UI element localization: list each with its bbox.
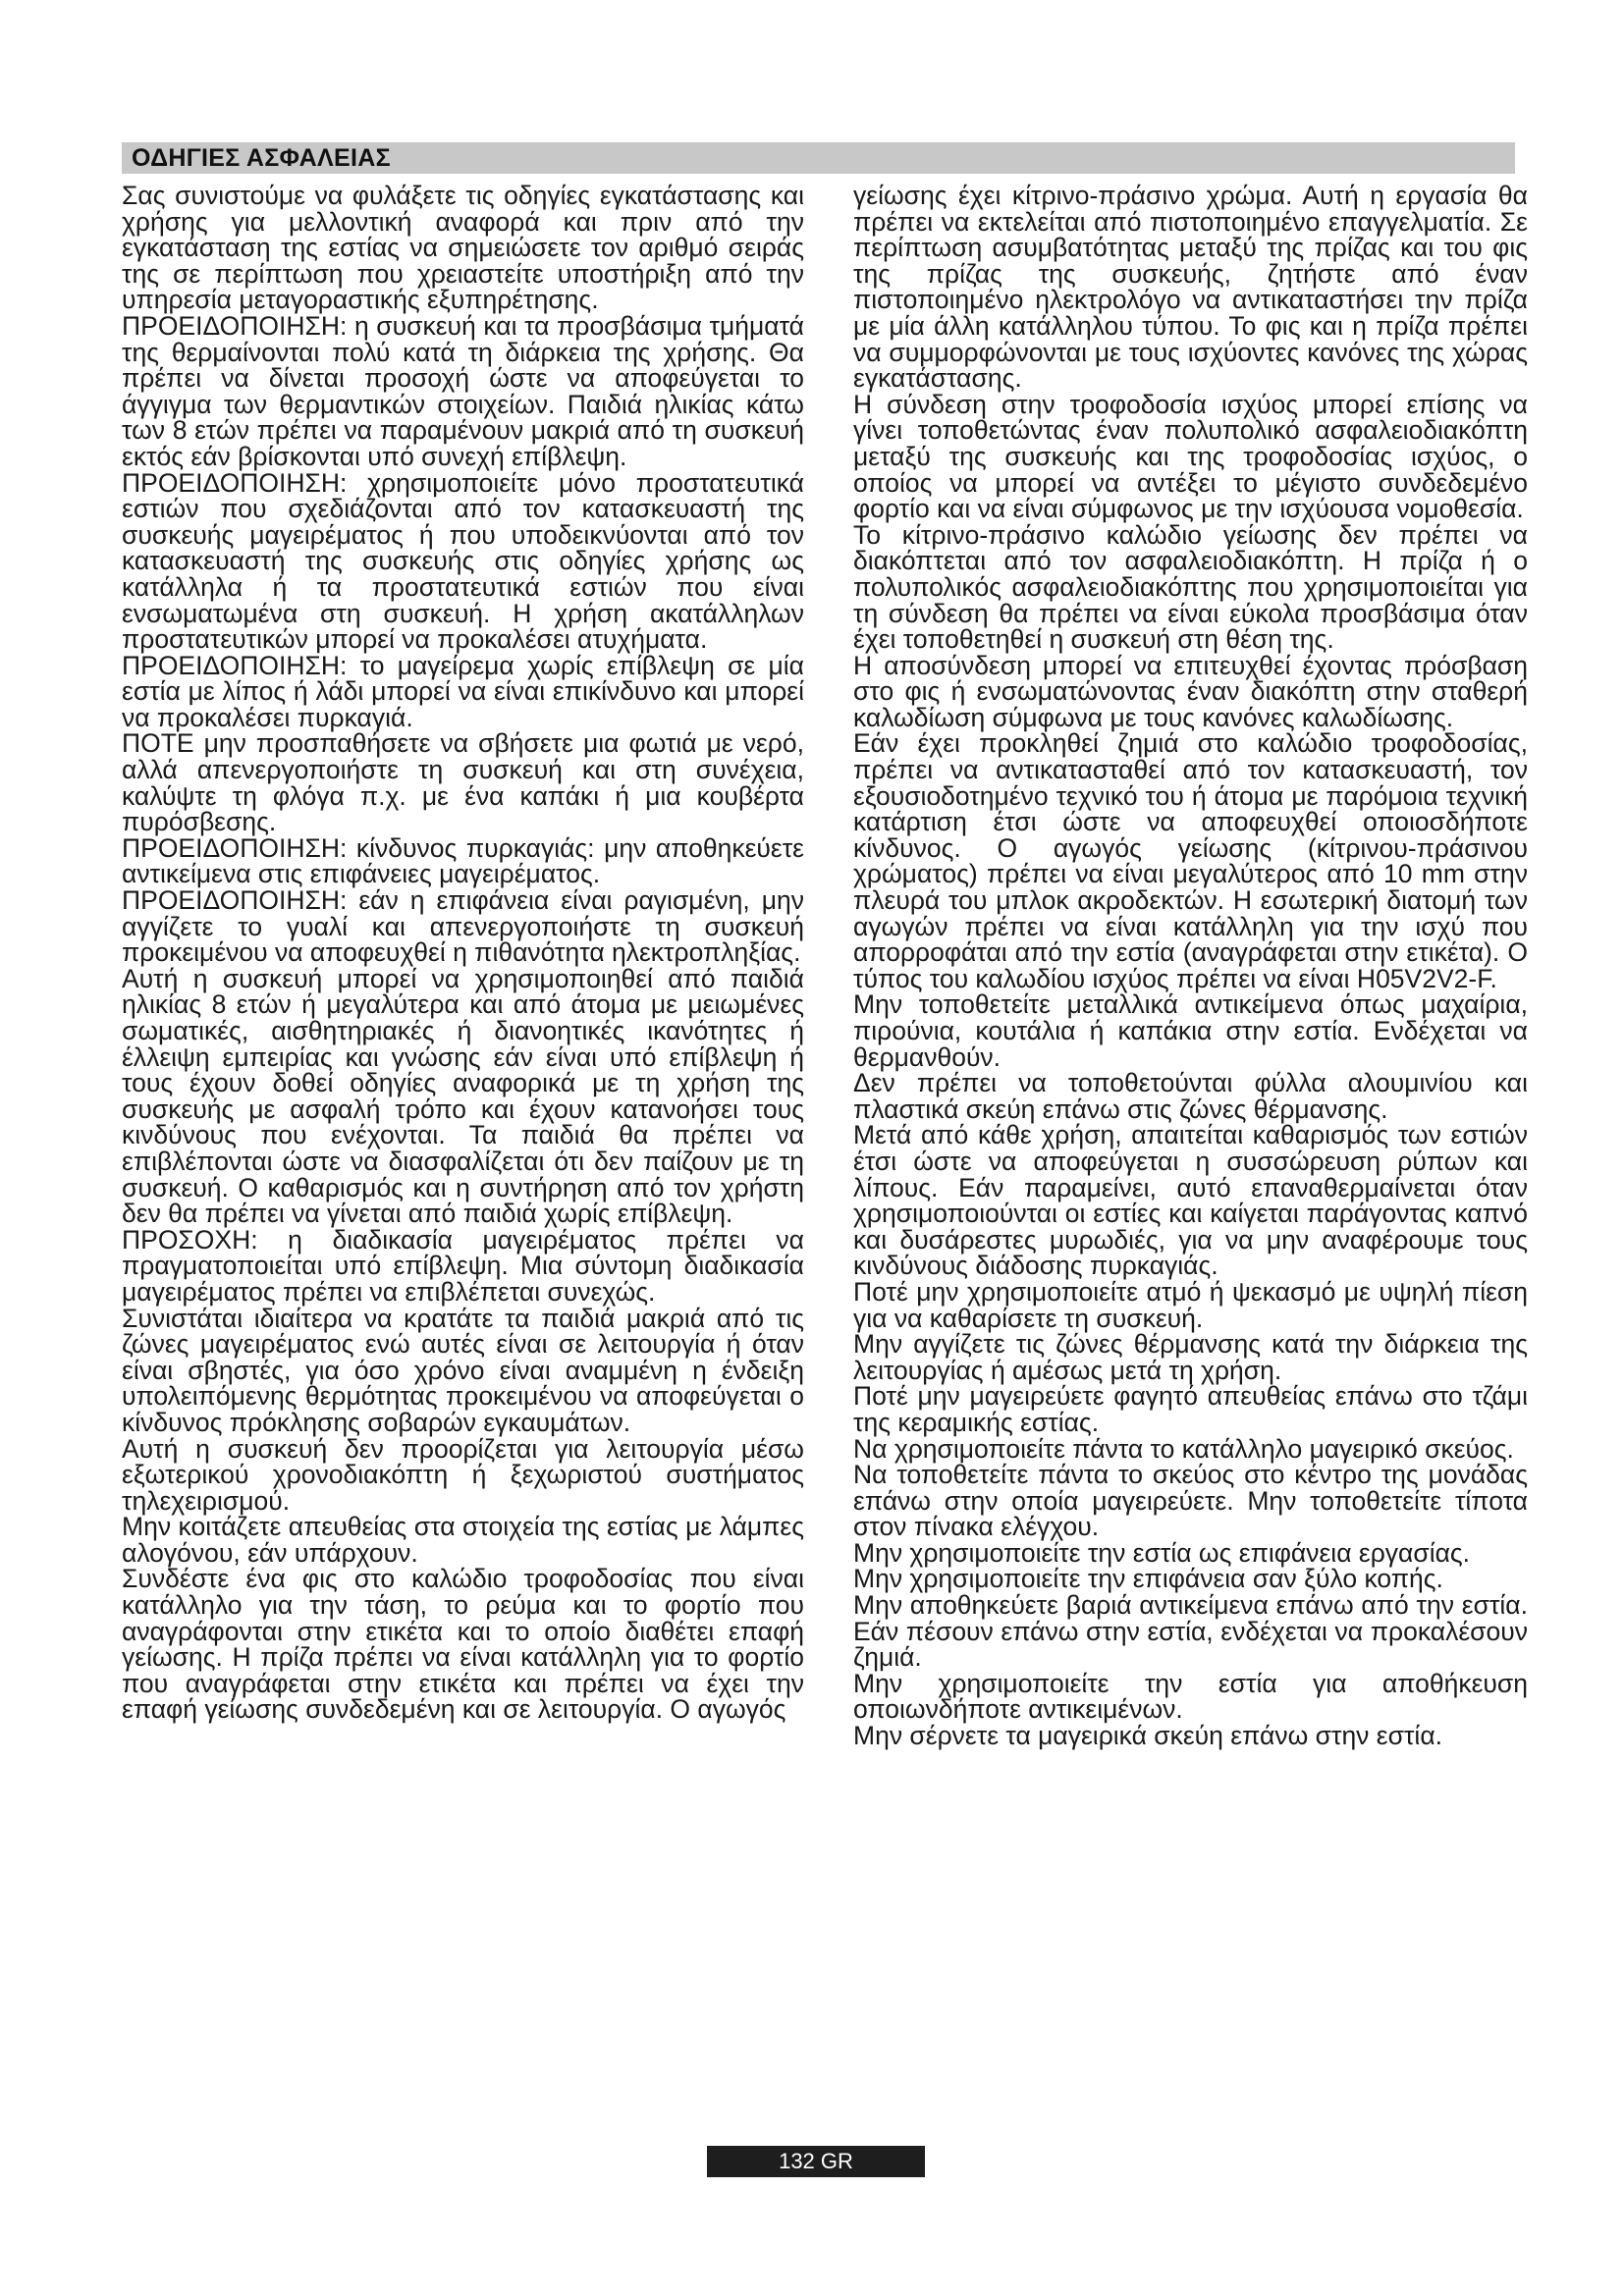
paragraph: Μην χρησιμοποιείτε την επιφάνεια σαν ξύλο κοπής. [853, 1564, 1443, 1594]
paragraph: Μην χρησιμοποιείτε την εστία για αποθήκευση οποιωνδήποτε αντικειμένων. [853, 1668, 1528, 1725]
right-text-column [853, 183, 1528, 1749]
page-number-box [707, 2146, 925, 2177]
paragraph: Ποτέ μην χρησιμοποιείτε ατμό ή ψεκασμό με υψηλή πίεση για να καθαρίσετε τη συσκευή. [853, 1276, 1528, 1333]
paragraph: ΠΡΟΣΟΧΗ: η διαδικασία μαγειρέματος πρέπει να πραγματοποιείται υπό επίβλεψη. Μια σύντομη διαδικασία μαγειρέματος πρέπει να επιβλέπεται συνεχώς. [122, 1224, 804, 1307]
paragraph: Μην τοποθετείτε μεταλλικά αντικείμενα όπως μαχαίρια, πιρούνια, κουτάλια ή καπάκια στην εστία. Ενδέχεται να θερμανθούν. [853, 989, 1528, 1072]
paragraph: Αυτή η συσκευή δεν προορίζεται για λειτουργία μέσω εξωτερικού χρονοδιακόπτη ή ξεχωριστού συστήματος τηλεχειρισμού. [122, 1433, 804, 1516]
paragraph: ΠΡΟΕΙΔΟΠΟΙΗΣΗ: κίνδυνος πυρκαγιάς: μην αποθηκεύετε αντικείμενα στις επιφάνειες μαγειρέματος. [122, 832, 804, 889]
left-text-column [122, 183, 804, 1723]
paragraph: Μην αγγίζετε τις ζώνες θέρμανσης κατά την διάρκεια της λειτουργίας ή αμέσως μετά τη χρήση. [853, 1329, 1528, 1385]
section-header-bar [122, 142, 1515, 174]
page-number: 132 GR [779, 2149, 853, 2173]
paragraph: Ποτέ μην μαγειρεύετε φαγητό απευθείας επάνω στο τζάμι της κεραμικής εστίας. [853, 1381, 1528, 1437]
paragraph: Δεν πρέπει να τοποθετούνται φύλλα αλουμινίου και πλαστικά σκεύη επάνω στις ζώνες θέρμανσης. [853, 1068, 1528, 1124]
paragraph: Σας συνιστούμε να φυλάξετε τις οδηγίες εγκατάστασης και χρήσης για μελλοντική αναφορά και πριν από την εγκατάσταση της εστίας να σημειώσετε τον αριθμό σειράς της σε περίπτωση που χρειαστείτε υποστήριξη από την υπηρεσία μεταγοραστικής εξυπηρέτησης. [122, 181, 804, 315]
paragraph: Η σύνδεση στην τροφοδοσία ισχύος μπορεί επίσης να γίνει τοποθετώντας έναν πολυπολικό ασφαλειοδιακόπτη μεταξύ της συσκευής και της τροφοδοσίας ισχύος, ο οποίος να μπορεί να αντέξει το μέγιστο συνδεδεμένο φορτίο και να είναι σύμφωνος με την ισχύουσα νομοθεσία. [853, 389, 1528, 524]
paragraph: Αυτή η συσκευή μπορεί να χρησιμοποιηθεί από παιδιά ηλικίας 8 ετών ή μεγαλύτερα και από άτομα με μειωμένες σωματικές, αισθητηριακές ή διανοητικές ικανότητες ή έλλειψη εμπειρίας και γνώσης εάν είναι υπό επίβλεψη ή τους έχουν δοθεί οδηγίες αναφορικά με τη χρήση της συσκευής με ασφαλή τρόπο και έχουν κατανοήσει τους κινδύνους που ενέχονται. Τα παιδιά θα πρέπει να επιβλέπονται ώστε να διασφαλίζεται ότι δεν παίζουν με τη συσκευή. Ο καθαρισμός και η συντήρηση από τον χρήστη δεν θα πρέπει να γίνεται από παιδιά χωρίς επίβλεψη. [122, 963, 804, 1229]
paragraph: Η αποσύνδεση μπορεί να επιτευχθεί έχοντας πρόσβαση στο φις ή ενσωματώνοντας έναν διακόπτη στην σταθερή καλωδίωση σύμφωνα με τους κανόνες καλωδίωσης. [853, 650, 1528, 732]
paragraph: Να τοποθετείτε πάντα το σκεύος στο κέντρο της μονάδας επάνω στην οποία μαγειρεύετε. Μην τοποθετείτε τίποτα στον πίνακα ελέγχου. [853, 1460, 1528, 1542]
paragraph: Συνδέστε ένα φις στο καλώδιο τροφοδοσίας που είναι κατάλληλο για την τάση, το ρεύμα και το φορτίο που αναγράφονται στην ετικέτα και το οποίο διαθέτει επαφή γείωσης. Η πρίζα πρέπει να είναι κατάλληλη για το φορτίο που αναγράφεται στην ετικέτα και πρέπει να έχει την επαφή γείωσης συνδεδεμένη και σε λειτουργία. Ο αγωγός [122, 1564, 804, 1725]
paragraph: ΠΟΤΕ μην προσπαθήσετε να σβήσετε μια φωτιά με νερό, αλλά απενεργοποιήστε τη συσκευή και στη συνέχεια, καλύψτε τη φλόγα π.χ. με ένα καπάκι ή μια κουβέρτα πυρόσβεσης. [122, 728, 804, 837]
paragraph: Το κίτρινο-πράσινο καλώδιο γείωσης δεν πρέπει να διακόπτεται από τον ασφαλειοδιακόπτη. Η πρίζα ή ο πολυπολικός ασφαλειοδιακόπτης που χρησιμοποιείται για τη σύνδεση θα πρέπει να είναι εύκολα προσβάσιμα όταν έχει τοποθετηθεί η συσκευή στη θέση της. [853, 519, 1528, 655]
paragraph: ΠΡΟΕΙΔΟΠΟΙΗΣΗ: η συσκευή και τα προσβάσιμα τμήματά της θερμαίνονται πολύ κατά τη διάρκεια της χρήσης. Θα πρέπει να δίνεται προσοχή ώστε να αποφεύγεται το άγγιγμα των θερμαντικών στοιχείων. Παιδιά ηλικίας κάτω των 8 ετών πρέπει να παραμένουν μακριά από τη συσκευή εκτός εάν βρίσκονται υπό συνεχή επίβλεψη. [122, 310, 804, 471]
paragraph: Να χρησιμοποιείτε πάντα το κατάλληλο μαγειρικό σκεύος. [853, 1433, 1514, 1464]
paragraph: Εάν έχει προκληθεί ζημιά στο καλώδιο τροφοδοσίας, πρέπει να αντικατασταθεί από τον κατασκευαστή, τον εξουσιοδοτημένο τεχνικό του ή άτομα με παρόμοια τεχνική κατάρτιση έτσι ώστε να αποφευχθεί οποιοσδήποτε κίνδυνος. Ο αγωγός γείωσης (κίτρινου-πράσινου χρώματος) πρέπει να είναι μεγαλύτερος από 10 mm στην πλευρά του μπλοκ ακροδεκτών. Η εσωτερική διατομή των αγωγών πρέπει να είναι κατάλληλη για την ισχύ που απορροφάται από την εστία (αναγράφεται στην ετικέτα). Ο τύπος του καλωδίου ισχύος πρέπει να είναι H05V2V2-F. [853, 728, 1528, 993]
paragraph: Συνιστάται ιδιαίτερα να κρατάτε τα παιδιά μακριά από τις ζώνες μαγειρέματος ενώ αυτές είναι σε λειτουργία ή όταν είναι σβηστές, για όσο χρόνο είναι αναμμένη η ένδειξη υπολειπόμενης θερμότητας προκειμένου να αποφεύγεται ο κίνδυνος πρόκλησης σοβαρών εγκαυμάτων. [122, 1303, 804, 1437]
section-title: ΟΔΗΓΙΕΣ ΑΣΦΑΛΕΙΑΣ [132, 144, 391, 172]
paragraph: γείωσης έχει κίτρινο-πράσινο χρώμα. Αυτή η εργασία θα πρέπει να εκτελείται από πιστοποιημένο επαγγελματία. Σε περίπτωση ασυμβατότητας μεταξύ της πρίζας και του φις της πρίζας της συσκευής, ζητήστε από έναν πιστοποιημένο ηλεκτρολόγο να αντικαταστήσει την πρίζα με μία άλλη κατάλληλου τύπου. Το φις και η πρίζα πρέπει να συμμορφώνονται με τους ισχύοντες κανόνες της χώρας εγκατάστασης. [853, 181, 1528, 394]
paragraph: ΠΡΟΕΙΔΟΠΟΙΗΣΗ: εάν η επιφάνεια είναι ραγισμένη, μην αγγίζετε το γυαλί και απενεργοποιήστε τη συσκευή προκειμένου να αποφευχθεί η πιθανότητα ηλεκτροπληξίας. [122, 885, 804, 968]
paragraph: Μετά από κάθε χρήση, απαιτείται καθαρισμός των εστιών έτσι ώστε να αποφεύγεται η συσσώρευση ρύπων και λίπους. Εάν παραμείνει, αυτό επαναθερμαίνεται όταν χρησιμοποιούνται οι εστίες και καίγεται παράγοντας καπνό και δυσάρεστες μυρωδιές, για να μην αναφέρουμε τους κινδύνους διάδοσης πυρκαγιάς. [853, 1120, 1528, 1281]
paragraph: Μην σέρνετε τα μαγειρικά σκεύη επάνω στην εστία. [853, 1721, 1443, 1751]
paragraph: ΠΡΟΕΙΔΟΠΟΙΗΣΗ: χρησιμοποιείτε μόνο προστατευτικά εστιών που σχεδιάζονται από τον κατασκευαστή της συσκευής μαγειρέματος ή που υποδεικνύονται από τον κατασκευαστή της συσκευής στις οδηγίες χρήσης ως κατάλληλα ή τα προστατευτικά εστιών που είναι ενσωματωμένα στη συσκευή. Η χρήση ακατάλληλων προστατευτικών μπορεί να προκαλέσει ατυχήματα. [122, 467, 804, 655]
paragraph: Μην χρησιμοποιείτε την εστία ως επιφάνεια εργασίας. [853, 1537, 1471, 1568]
paragraph: ΠΡΟΕΙΔΟΠΟΙΗΣΗ: το μαγείρεμα χωρίς επίβλεψη σε μία εστία με λίπος ή λάδι μπορεί να είναι επικίνδυνο και μπορεί να προκαλέσει πυρκαγιά. [122, 650, 804, 732]
paragraph: Μην αποθηκεύετε βαριά αντικείμενα επάνω από την εστία. Εάν πέσουν επάνω στην εστία, ενδέχεται να προκαλέσουν ζημιά. [853, 1590, 1528, 1673]
paragraph: Μην κοιτάζετε απευθείας στα στοιχεία της εστίας με λάμπες αλογόνου, εάν υπάρχουν. [122, 1512, 804, 1568]
